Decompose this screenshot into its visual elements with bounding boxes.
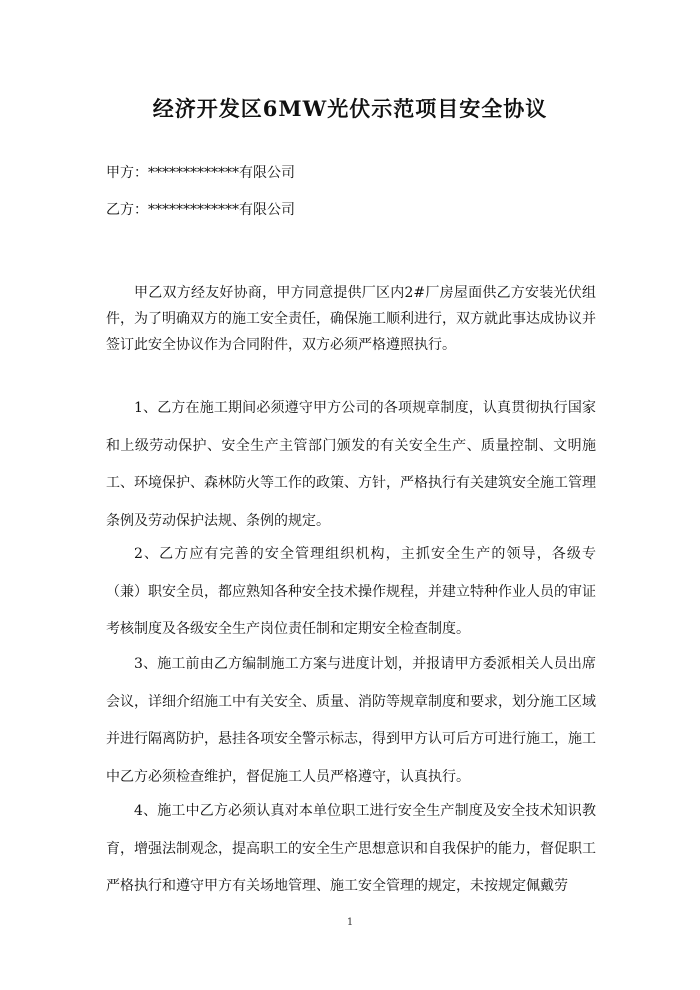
clause-2: 2、乙方应有完善的安全管理组织机构，主抓安全生产的领导，各级专（兼）职安全员，都应熟知各种安全技术操作规程，并建立特种作业人员的审证考核制度及各级安全生产岗位责任制和定期安全检查制度。 [106, 546, 596, 637]
document-title: 经济开发区6MW光伏示范项目安全协议 [152, 96, 548, 121]
party-b-line: 乙方：*************有限公司 [106, 202, 295, 218]
page-number: 1 [346, 917, 354, 928]
party-a-line: 甲方：*************有限公司 [106, 165, 295, 181]
clause-1: 1、乙方在施工期间必须遵守甲方公司的各项规章制度，认真贯彻执行国家和上级劳动保护、安全生产主管部门颁发的有关安全生产、质量控制、文明施工、环境保护、森林防火等工作的政策、方针，严格执行有关建筑安全施工管理条例及劳动保护法规、条例的规定。 [106, 400, 596, 529]
clause-3: 3、施工前由乙方编制施工方案与进度计划，并报请甲方委派相关人员出席会议，详细介绍施工中有关安全、质量、消防等规章制度和要求，划分施工区域并进行隔离防护，悬挂各项安全警示标志，得到甲方认可后方可进行施工，施工中乙方必须检查维护，督促施工人员严格遵守，认真执行。 [106, 656, 596, 785]
clause-4: 4、施工中乙方必须认真对本单位职工进行安全生产制度及安全技术知识教育，增强法制观念，提高职工的安全生产思想意识和自我保护的能力，督促职工严格执行和遵守甲方有关场地管理、施工安全管理的规定，未按规定佩戴劳 [106, 803, 596, 894]
intro-paragraph: 甲乙双方经友好协商，甲方同意提供厂区内2#厂房屋面供乙方安装光伏组件，为了明确双方的施工安全责任，确保施工顺利进行，双方就此事达成协议并签订此安全协议作为合同附件，双方必须严格遵照执行。 [106, 285, 596, 353]
